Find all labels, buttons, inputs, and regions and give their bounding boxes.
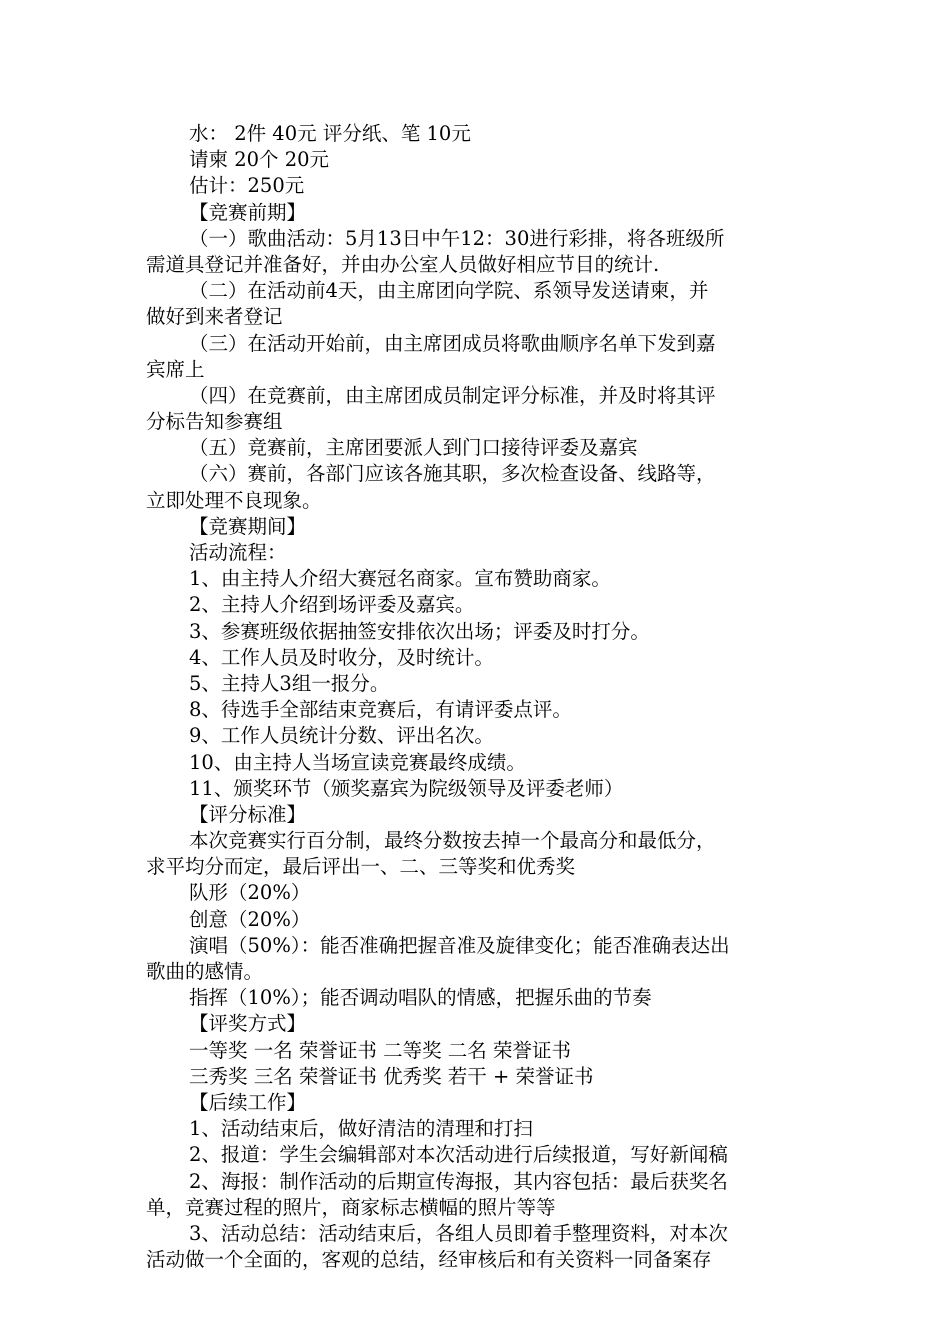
text-line: 做好到来者登记 xyxy=(146,305,283,329)
text-line: 水： 2件 40元 评分纸、笔 10元 xyxy=(189,122,471,145)
text-line: 三秀奖 三名 荣誉证书 优秀奖 若干 + 荣誉证书 xyxy=(189,1064,594,1088)
text-line: 创意（20%） xyxy=(189,907,311,931)
text-line: 【评分标准】 xyxy=(189,802,307,826)
text-line: 【后续工作】 xyxy=(189,1090,307,1114)
text-line: 5、主持人3组一报分。 xyxy=(189,671,390,695)
text-line: 4、工作人员及时收分，及时统计。 xyxy=(189,645,494,669)
text-line: 歌曲的感情。 xyxy=(146,960,264,983)
text-line: 2、主持人介绍到场评委及嘉宾。 xyxy=(189,593,475,617)
text-line: 指挥（10%）；能否调动唱队的情感，把握乐曲的节奏 xyxy=(189,986,652,1010)
text-line: 10、由主持人当场宣读竞赛最终成绩。 xyxy=(189,750,526,774)
text-line: （四）在竞赛前，由主席团成员制定评分标准，并及时将其评 xyxy=(189,383,716,407)
text-line: 单，竞赛过程的照片，商家标志横幅的照片等等 xyxy=(146,1195,556,1219)
text-line: 活动流程： xyxy=(189,541,287,564)
text-line: 分标告知参赛组 xyxy=(146,410,283,434)
text-line: 宾席上 xyxy=(146,357,205,381)
text-line: 队形（20%） xyxy=(189,881,311,905)
text-line: （五）竞赛前，主席团要派人到门口接待评委及嘉宾 xyxy=(189,436,638,460)
document-body xyxy=(146,121,806,1273)
text-line: （三）在活动开始前，由主席团成员将歌曲顺序名单下发到嘉 xyxy=(189,331,716,355)
text-line: 2、报道：学生会编辑部对本次活动进行后续报道，写好新闻稿 xyxy=(189,1143,728,1167)
text-line: 一等奖 一名 荣誉证书 二等奖 二名 荣誉证书 xyxy=(189,1038,571,1062)
text-line: 2、海报：制作活动的后期宣传海报，其内容包括：最后获奖名 xyxy=(189,1169,728,1193)
text-line: 求平均分而定，最后评出一、二、三等奖和优秀奖 xyxy=(146,855,576,879)
text-line: 9、工作人员统计分数、评出名次。 xyxy=(189,724,494,748)
text-line: （六）赛前，各部门应该各施其职，多次检查设备、线路等， xyxy=(189,462,716,486)
text-line: 立即处理不良现象。 xyxy=(146,488,322,512)
text-line: 1、活动结束后，做好清洁的清理和打扫 xyxy=(189,1117,533,1141)
text-line: 需道具登记并准备好，并由办公室人员做好相应节目的统计. xyxy=(146,252,660,276)
text-line: 3、参赛班级依据抽签安排依次出场；评委及时打分。 xyxy=(189,619,650,643)
text-line: 本次竞赛实行百分制，最终分数按去掉一个最高分和最低分， xyxy=(189,829,716,853)
text-line: 8、待选手全部结束竞赛后，有请评委点评。 xyxy=(189,698,572,722)
text-line: 【评奖方式】 xyxy=(189,1012,307,1036)
text-line: 估计：250元 xyxy=(189,174,305,198)
text-line: （一）歌曲活动：5月13日中午12：30进行彩排，将各班级所 xyxy=(189,226,725,250)
text-line: 演唱（50%）：能否准确把握音准及旋律变化；能否准确表达出 xyxy=(189,933,730,957)
text-line: 11、颁奖环节（颁奖嘉宾为院级领导及评委老师） xyxy=(189,776,624,800)
text-line: 【竞赛期间】 xyxy=(189,514,307,538)
text-line: 【竞赛前期】 xyxy=(189,200,307,224)
text-line: 活动做一个全面的，客观的总结，经审核后和有关资料一同备案存 xyxy=(146,1248,712,1272)
text-line: 1、由主持人介绍大赛冠名商家。宣布赞助商家。 xyxy=(189,567,611,591)
text-line: （二）在活动前4天，由主席团向学院、系领导发送请柬，并 xyxy=(189,279,709,303)
text-line: 请柬 20个 20元 xyxy=(189,148,330,172)
text-line: 3、活动总结：活动结束后，各组人员即着手整理资料，对本次 xyxy=(189,1221,728,1245)
